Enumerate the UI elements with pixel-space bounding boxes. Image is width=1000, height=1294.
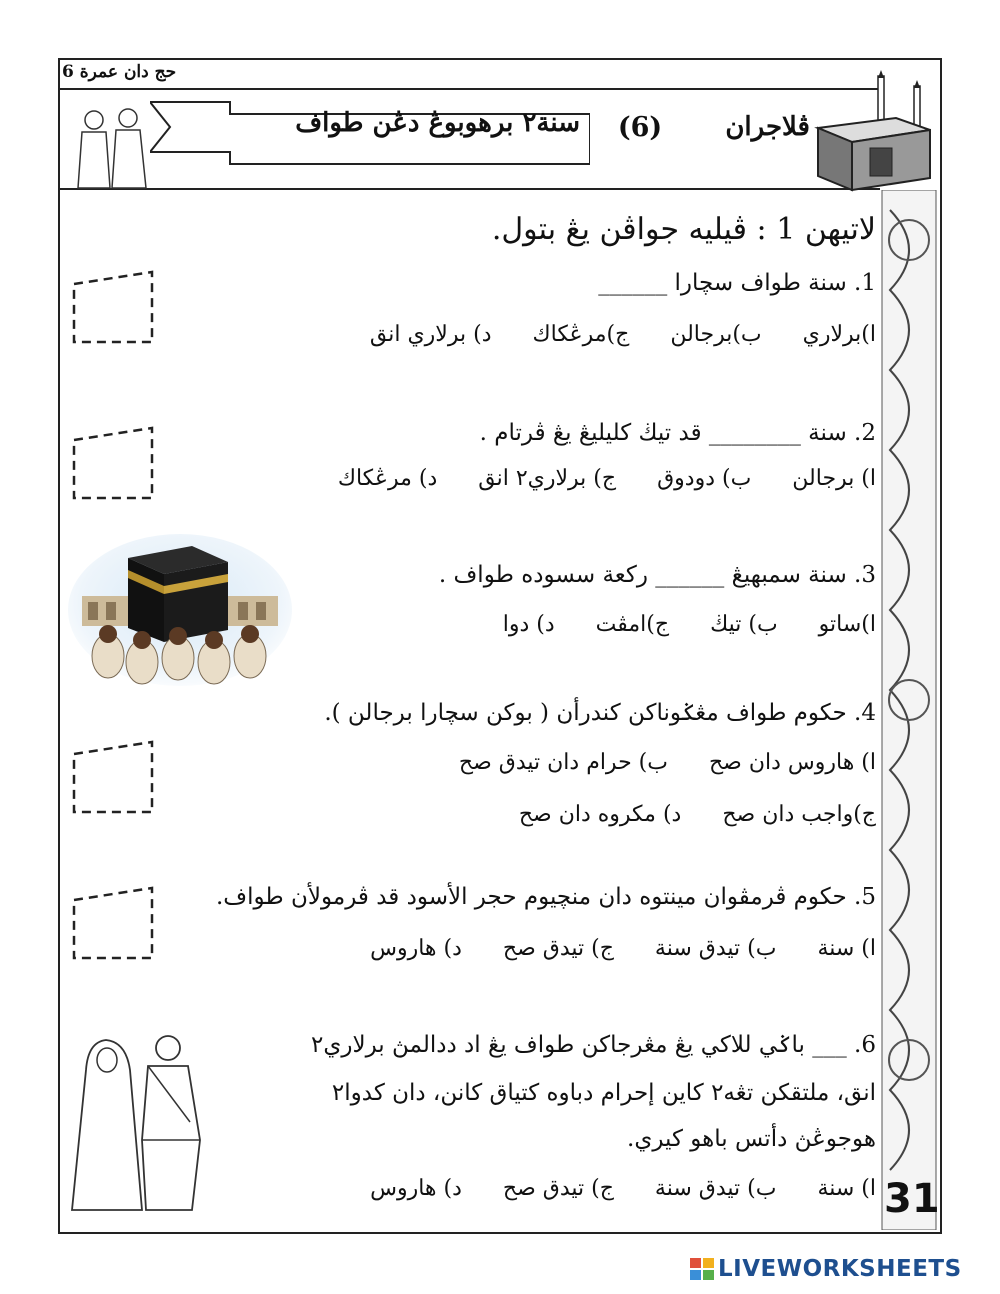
question-4-options-row2 bbox=[485, 802, 876, 827]
question-5-options bbox=[336, 936, 876, 961]
q2-option-b[interactable]: ب) دودوق bbox=[657, 466, 752, 491]
q4-option-b[interactable]: ب) حرام دان تيدق صح bbox=[458, 750, 668, 775]
answer-box-2[interactable] bbox=[72, 426, 156, 500]
q5-option-b[interactable]: ب) تيدق سنة bbox=[654, 936, 777, 961]
q6-option-a[interactable]: ا) سنة bbox=[817, 1176, 876, 1201]
unit-number: (6) bbox=[617, 112, 663, 143]
answer-box-4[interactable] bbox=[72, 740, 156, 814]
pilgrims-icon bbox=[66, 104, 162, 190]
question-1-options bbox=[336, 322, 876, 347]
question-3: 3. سنة سمبهيڠ ______ ركعة سسوده طواف . bbox=[438, 562, 876, 588]
banner-bottom-line bbox=[60, 188, 880, 190]
q1-option-d[interactable]: د) برلاري انق bbox=[369, 322, 492, 347]
exercise-title: لاتيهن 1 : ڤيليه جواڤن يڠ بتول. bbox=[491, 212, 876, 247]
brand-text: LIVEWORKSHEETS bbox=[718, 1256, 962, 1282]
decorative-calligraphy-border bbox=[880, 190, 938, 1230]
brand-logo bbox=[690, 1256, 962, 1282]
q2-option-a[interactable]: ا) برجالن bbox=[792, 466, 876, 491]
question-4-options-row1 bbox=[425, 750, 876, 775]
kaaba-drawing-icon bbox=[810, 66, 938, 194]
q1-option-c[interactable]: ج)مرڠكاك bbox=[532, 322, 630, 347]
q3-option-b[interactable]: ب) تيڬ bbox=[710, 612, 778, 637]
q3-option-c[interactable]: ج)امڤت bbox=[595, 612, 670, 637]
brand-badge-icon bbox=[690, 1258, 714, 1280]
page-number: 31 bbox=[884, 1176, 940, 1222]
question-6-line-2: انق، ملتقكن تڠه٢ كاين إحرام دباوه كتياق كانن، دان كدوا٢ bbox=[331, 1080, 876, 1106]
q5-option-c[interactable]: ج) تيدق صح bbox=[502, 936, 614, 961]
q3-option-d[interactable]: د) دوا bbox=[502, 612, 555, 637]
q3-option-a[interactable]: ا)ساتو bbox=[818, 612, 876, 637]
q1-option-b[interactable]: ب)برجالن bbox=[670, 322, 762, 347]
q2-option-c[interactable]: ج) برلاري٢ انق bbox=[478, 466, 617, 491]
question-1: 1. سنة طواف سچارا ______ bbox=[598, 270, 876, 296]
q5-option-a[interactable]: ا) سنة bbox=[817, 936, 876, 961]
q6-option-c[interactable]: ج) تيدق صح bbox=[502, 1176, 614, 1201]
question-5: 5. حكوم ڤرمڤوان مينتوه دان منچيوم حجر الأسود قد ڤرمولأن طواف. bbox=[215, 884, 876, 910]
q6-option-d[interactable]: د) هاروس bbox=[370, 1176, 462, 1201]
q2-option-d[interactable]: د) مرڠكاك bbox=[337, 466, 438, 491]
question-6-options bbox=[336, 1176, 876, 1201]
lesson-title: سنة٢ برهوبوڠ دڠن طواف bbox=[295, 108, 580, 138]
question-6-line-1: 6. ___ باݢي للاكي يڠ مڠرجاكن طواف يڠ اد ددالمڽ برلاري٢ bbox=[311, 1032, 876, 1058]
q5-option-d[interactable]: د) هاروس bbox=[370, 936, 462, 961]
banner-top-line bbox=[60, 88, 880, 90]
unit-name: ڤلاجران bbox=[725, 112, 810, 142]
kaaba-photo-illustration bbox=[68, 534, 292, 686]
q4-option-d[interactable]: د) مكروه دان صح bbox=[518, 802, 682, 827]
q6-option-b[interactable]: ب) تيدق سنة bbox=[654, 1176, 777, 1201]
question-6-line-3: هوجوڠڽ دأتس باهو كيري. bbox=[627, 1126, 876, 1152]
q4-option-a[interactable]: ا) هاروس دان صح bbox=[708, 750, 876, 775]
ihram-pilgrims-illustration bbox=[64, 1030, 210, 1216]
answer-box-1[interactable] bbox=[72, 270, 156, 344]
question-4: 4. حكوم طواف مڠݢوناكن كندرأن ( بوكن سچارا برجالن ). bbox=[324, 700, 876, 726]
question-3-options bbox=[469, 612, 876, 637]
q4-option-c[interactable]: ج)واجب دان صح bbox=[722, 802, 876, 827]
answer-box-5[interactable] bbox=[72, 886, 156, 960]
corner-title: حج دان عمرة 6 bbox=[62, 62, 177, 82]
question-2-options bbox=[304, 466, 876, 491]
question-2: 2. سنة ________ قد تيڬ كليليڠ يڠ ڤرتام . bbox=[479, 420, 876, 446]
q1-option-a[interactable]: ا)برلاري bbox=[802, 322, 876, 347]
